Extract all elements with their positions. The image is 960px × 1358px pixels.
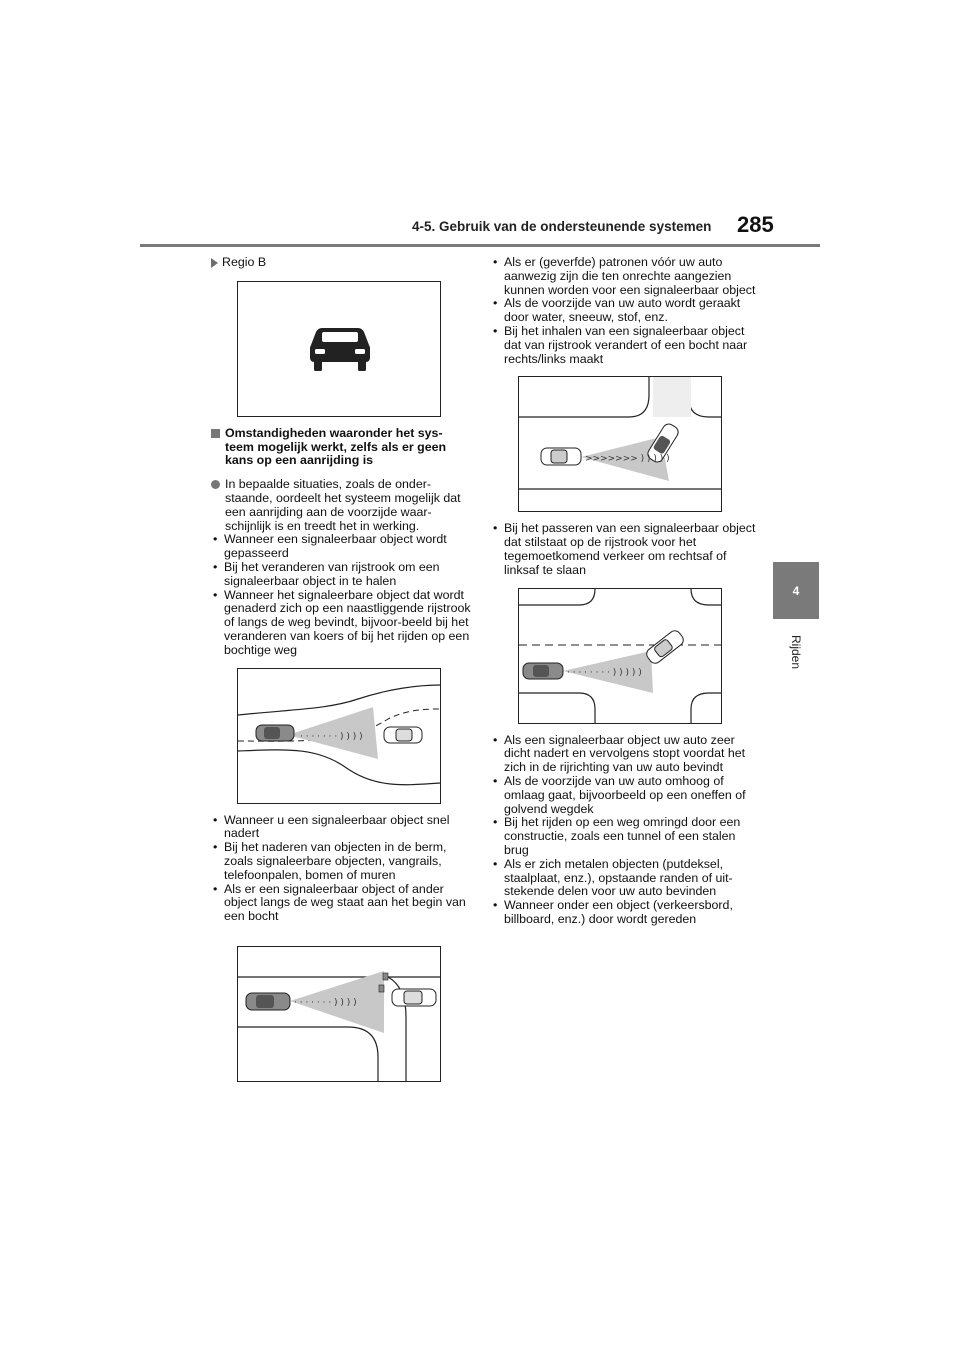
svg-text:>>>>>>> ) ) ) ) ): >>>>>>> ) ) ) ) ) — [585, 454, 670, 465]
target-car-icon — [384, 727, 422, 743]
svg-text:· · · · · · · ) ) ) ): · · · · · · · ) ) ) ) — [300, 731, 363, 742]
target-car-icon — [644, 628, 685, 665]
figure-oncoming-turn — [518, 588, 722, 724]
list-item: • Wanneer het signaleerbare object dat wordt genaderd zich op een naastliggende rijstrook of langs de weg bevindt, bijvoor-beeld bij het veranderen van koers of bij het rijden op een bochtige weg — [211, 589, 471, 658]
bullet-list-left-a — [211, 533, 471, 657]
list-item: • Wanneer u een signaleerbaar object snel nadert — [211, 814, 471, 842]
right-column — [491, 256, 756, 927]
oncoming-turn-diagram — [519, 589, 721, 723]
bullet-list-right-c — [491, 734, 756, 927]
section-title: 4-5. Gebruik van de ondersteunende systemen — [412, 219, 712, 234]
list-item: • Als een signaleerbaar object uw auto zeer dicht nadert en vervolgens stopt voordat het zich in de rijrichting van uw auto bevindt — [491, 734, 756, 775]
curved-road-diagram — [238, 669, 440, 803]
intro-text: In bepaalde situaties, zoals de onder-staande, oordeelt het systeem mogelijk dat een aanrijding aan de voorzijde waar-schijnlijk is en treedt het in werking. — [225, 477, 461, 533]
figure-curve-start — [237, 946, 441, 1082]
list-item: • Als er een signaleerbaar object of ander object langs de weg staat aan het begin van een bocht — [211, 883, 471, 924]
list-item: • Wanneer een signaleerbaar object wordt gepasseerd — [211, 533, 471, 561]
list-item: • Als er (geverfde) patronen vóór uw auto aanwezig zijn die ten onrechte aangezien kunnen worden voor een signaleerbaar object — [491, 256, 756, 297]
list-item: • Bij het inhalen van een signaleerbaar object dat van rijstrook verandert of een bocht naar rechts/links maakt — [491, 325, 756, 366]
list-item: • Bij het naderen van objecten in de berm, zoals signaleerbare objecten, vangrails, telefoonpalen, bomen of muren — [211, 841, 471, 882]
own-car-icon — [523, 663, 563, 679]
page-number: 285 — [737, 212, 774, 237]
section-heading — [211, 427, 471, 468]
own-car-icon — [541, 448, 581, 465]
list-item: • Bij het passeren van een signaleerbaar object dat stilstaat op de rijstrook voor het tegemoetkomend verkeer om rechtsaf of linksaf te slaan — [491, 522, 756, 577]
target-car-icon — [392, 989, 436, 1006]
bullet-list-left-b — [211, 814, 471, 924]
own-car-icon — [246, 993, 290, 1010]
list-item: • Bij het veranderen van rijstrook om een signaleerbaar object in te halen — [211, 561, 471, 589]
svg-text:· · · · · · · · ) ) ) ) ): · · · · · · · · ) ) ) ) ) — [567, 667, 642, 678]
figure-curved-road — [237, 668, 441, 804]
circle-bullet-icon — [211, 480, 220, 489]
intro-paragraph — [211, 478, 471, 533]
car-front-icon — [238, 282, 440, 416]
header-divider — [140, 244, 820, 247]
own-car-icon — [256, 725, 294, 741]
bullet-list-right-b — [491, 522, 756, 577]
svg-text:· · · · · · · ) ) ) ): · · · · · · · ) ) ) ) — [294, 997, 357, 1008]
region-label — [211, 256, 471, 270]
region-label-text: Regio B — [222, 255, 267, 269]
list-item: • Wanneer onder een object (verkeersbord, billboard, enz.) door wordt gereden — [491, 899, 756, 927]
figure-overtaking-turn — [518, 376, 722, 512]
roadside-object-icon — [383, 973, 388, 980]
chapter-tab — [773, 562, 819, 619]
triangle-marker-icon — [211, 258, 218, 268]
bullet-list-right-a — [491, 256, 756, 366]
list-item: • Als de voorzijde van uw auto omhoog of omlaag gaat, bijvoorbeeld op een oneffen of golvend wegdek — [491, 775, 756, 816]
list-item: • Bij het rijden op een weg omringd door een constructie, zoals een tunnel of een stalen brug — [491, 816, 756, 857]
curve-start-diagram — [238, 947, 440, 1081]
chapter-label: Rijden — [789, 634, 803, 670]
list-item: • Als de voorzijde van uw auto wordt geraakt door water, sneeuw, stof, enz. — [491, 297, 756, 325]
list-item: • Als er zich metalen objecten (putdeksel, staalplaat, enz.), opstaande randen of uit-stekende delen voor uw auto bevinden — [491, 858, 756, 899]
chapter-number: 4 — [792, 583, 800, 598]
overtaking-turn-diagram — [519, 377, 721, 511]
left-column — [211, 256, 471, 1082]
square-bullet-icon — [211, 429, 220, 438]
figure-car-front — [237, 281, 441, 417]
section-heading-text: Omstandigheden waaronder het sys-teem mogelijk werkt, zelfs als er geen kans op een aanrijding is — [225, 425, 447, 468]
